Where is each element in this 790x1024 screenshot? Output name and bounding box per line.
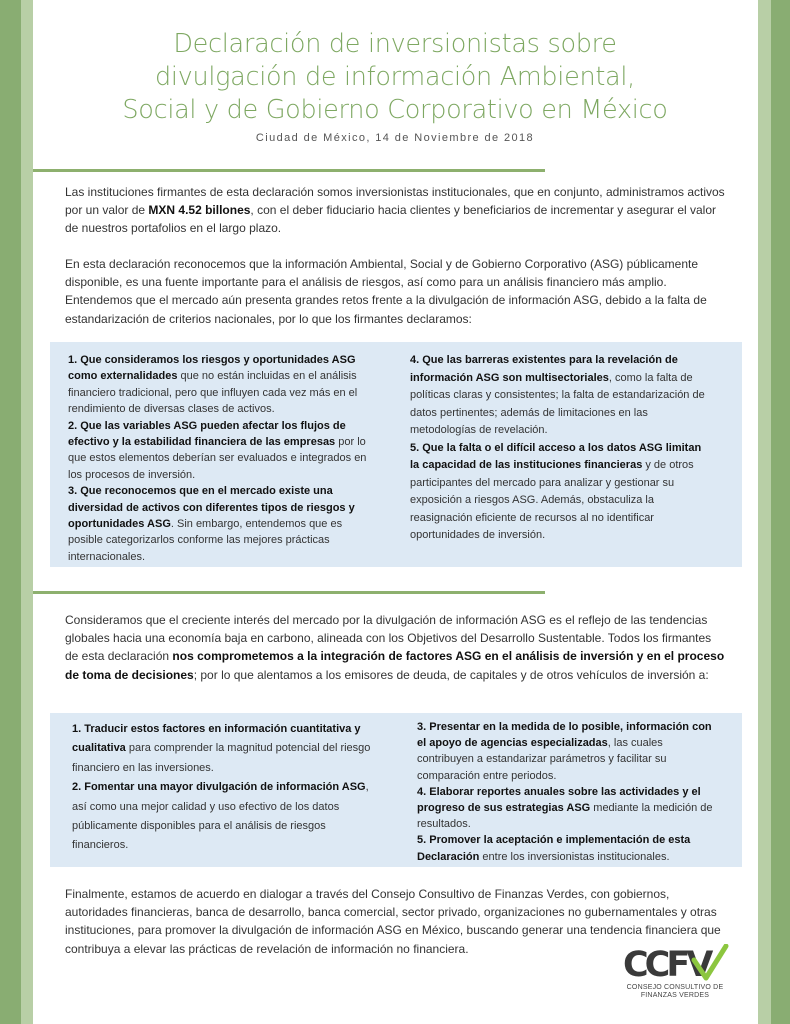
commitments-box: [50, 713, 742, 867]
declaration-item-3: 3. Que reconocemos que en el mercado existe una diversidad de activos con diferentes tipos de riesgos y oportunidades ASG. Sin embargo, entendemos que es posible categorizarlos conforme las mejores prácticas internacionales.: [68, 485, 355, 563]
commitment-item-5: 5. Promover la aceptación e implementación de esta Declaración entre los inversionistas institucionales.: [417, 834, 691, 863]
intro-paragraph-1: [65, 183, 725, 238]
declarations-column-right: [410, 352, 710, 545]
logo-checkmark-icon: [622, 944, 730, 986]
intro-p1-text-a: Las instituciones firmantes de esta declaración somos inversionistas institucionales, que en conjunto, administramos activos por un valor de: [65, 185, 725, 218]
commitment-item-2: 2. Fomentar una mayor divulgación de información ASG, así como una mejor calidad y uso efectivo de los datos públicamente disponibles para el análisis de riesgos financieros.: [72, 781, 369, 852]
left-border-light: [21, 0, 33, 1024]
title-line-1: Declaración de inversionistas sobre: [173, 29, 617, 59]
commitment-statement: nos comprometemos a la integración de factores ASG en el análisis de inversión y en el proceso de toma de decisiones: [65, 649, 725, 682]
logo-letters: CCFV: [623, 945, 710, 985]
title-line-3: Social y de Gobierno Corporativo en México: [122, 95, 668, 125]
right-border-dark: [771, 0, 790, 1024]
middle-divider: [33, 591, 545, 594]
right-border-light: [758, 0, 771, 1024]
declaration-item-4: 4. Que las barreras existentes para la revelación de información ASG son multisectoriales, como la falta de políticas claras y consistentes; la falta de estandarización de datos pertinentes; además de limitaciones en las metodologías de revelación.: [410, 354, 705, 436]
document-title: [60, 28, 730, 127]
declarations-column-left: [68, 352, 368, 565]
declaration-item-2: 2. Que las variables ASG pueden afectar los flujos de efectivo y la estabilidad financiera de las empresas por lo que estos elementos deberían ser evaluados e integrados en los procesos de inversión.: [68, 419, 367, 481]
declaration-item-5: 5. Que la falta o el difícil acceso a los datos ASG limitan la capacidad de las instituciones financieras y de otros participantes del mercado para analizar y gestionar su exposición a riesgos ASG. Además, obstaculiza la reasignación eficiente de recursos al no identificar oportunidades de inversión.: [410, 441, 702, 541]
declarations-box: [50, 342, 742, 567]
ccfv-logo: [620, 944, 730, 1004]
commitment-item-3: 3. Presentar en la medida de lo posible, información con el apoyo de agencias especializadas, las cuales contribuyen a estandarizar parámetros y facilitar su comparación entre periodos.: [417, 721, 712, 782]
top-divider: [33, 169, 545, 172]
closing-paragraph: Finalmente, estamos de acuerdo en dialogar a través del Consejo Consultivo de Finanzas Verdes, con gobiernos, autoridades financieras, banca de desarrollo, banca comercial, sector privado, organizaciones no gubernamentales y otras instituciones, para promover la divulgación de información ASG en México, buscando generar una tendencia financiera que contribuya a elevar las prácticas de revelación de información no financiera.: [65, 887, 721, 956]
left-border-dark: [0, 0, 21, 1024]
assets-amount: MXN 4.52 billones: [148, 203, 251, 218]
title-line-2: divulgación de información Ambiental,: [155, 62, 635, 92]
logo-text-line-1: CONSEJO CONSULTIVO DE: [626, 984, 724, 991]
logo-text-line-2: FINANZAS VERDES: [640, 992, 710, 999]
commitments-column-right: [417, 719, 717, 865]
commitment-item-1: 1. Traducir estos factores en información cuantitativa y cualitativa para comprender la magnitud potencial del riesgo financiero en las inversiones.: [72, 723, 371, 774]
commitment-item-4: 4. Elaborar reportes anuales sobre las actividades y el progreso de sus estrategias ASG mediante la medición de resultados.: [417, 785, 713, 831]
commitments-column-left: [72, 720, 372, 856]
intro-p1-text-c: , con el deber fiduciario hacia clientes y beneficiarios de incrementar y asegurar el valor de nuestros portafolios en el largo plazo.: [65, 203, 716, 236]
document-date: Ciudad de México, 14 de Noviembre de 2018: [255, 132, 535, 144]
commitment-paragraph: Consideramos que el creciente interés del mercado por la divulgación de información ASG es el reflejo de las tendencias globales hacia una economía baja en carbono, alineada con los Objetivos del Desarrollo Sustentable. Todos los firmantes de esta declaración nos comprometemos a la integración de factores ASG en el análisis de inversión y en el proceso de toma de decisiones; por lo que alentamos a los emisores de deuda, de capitales y de otros vehículos de inversión a:: [65, 613, 725, 682]
intro-paragraph-2: En esta declaración reconocemos que la información Ambiental, Social y de Gobierno Corporativo (ASG) públicamente disponible, es una fuente importante para el análisis de riesgos, así como para un análisis financiero más amplio. Entendemos que el mercado aún presenta grandes retos frente a la divulgación de información ASG, debido a la falta de estandarización de criterios nacionales, por lo que los firmantes declaramos:: [65, 257, 707, 326]
declaration-item-1: 1. Que consideramos los riesgos y oportunidades ASG como externalidades que no están incluidas en el análisis financiero tradicional, pero que influyen cada vez más en el rendimiento de diversas clases de activos.: [68, 354, 358, 416]
